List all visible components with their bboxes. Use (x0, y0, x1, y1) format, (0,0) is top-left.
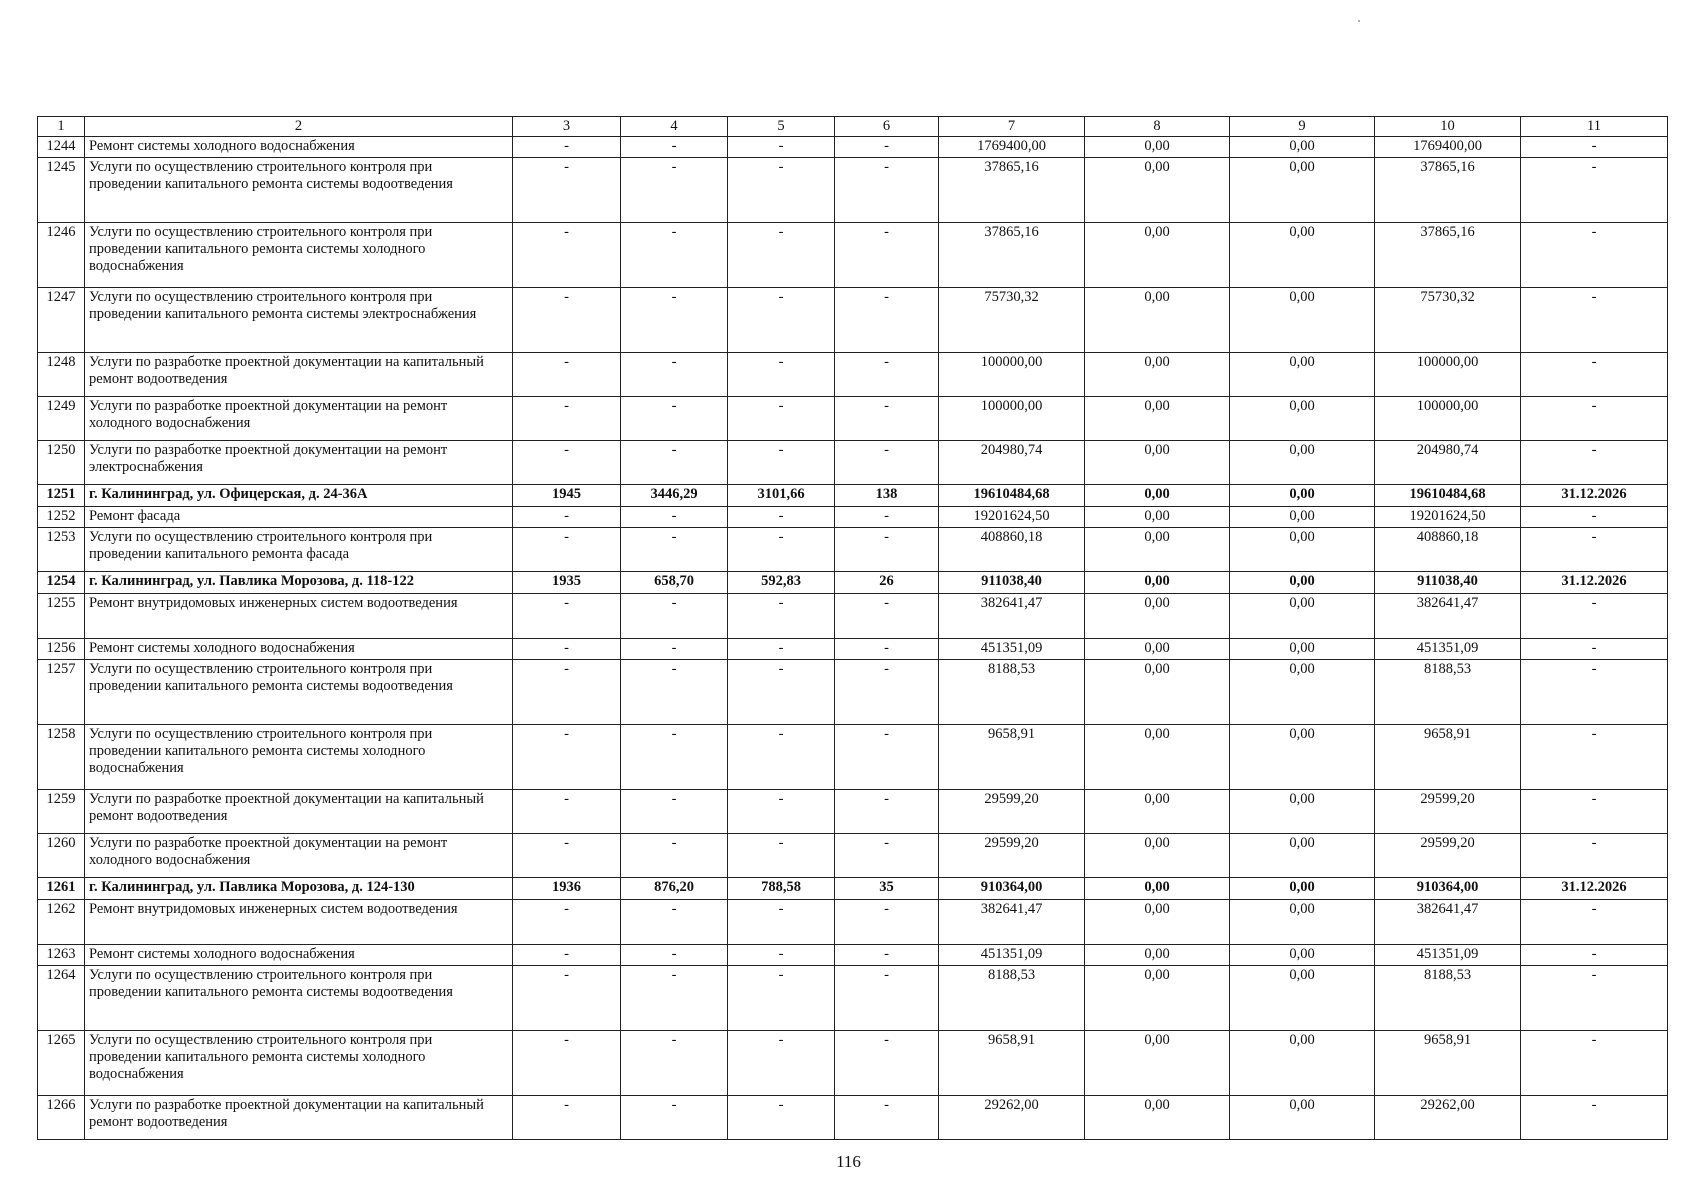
col8-cell: 0,00 (1085, 966, 1230, 1031)
col10-cell: 8188,53 (1375, 660, 1521, 725)
col10-cell: 382641,47 (1375, 594, 1521, 639)
col5-cell: - (728, 966, 835, 1031)
table-row (38, 353, 1668, 397)
description-cell: г. Калининград, ул. Павлика Морозова, д. 118-122 (85, 572, 513, 594)
col11-cell: - (1521, 1031, 1668, 1096)
col8-cell: 0,00 (1085, 158, 1230, 223)
table-row (38, 725, 1668, 790)
col11-cell: - (1521, 725, 1668, 790)
col11-cell: - (1521, 834, 1668, 878)
col9-cell: 0,00 (1230, 528, 1375, 572)
col11-cell: 31.12.2026 (1521, 878, 1668, 900)
table-row (38, 945, 1668, 966)
col9-cell: 0,00 (1230, 966, 1375, 1031)
col4-cell: - (621, 353, 728, 397)
col9-cell: 0,00 (1230, 137, 1375, 158)
col5-cell: - (728, 900, 835, 945)
description-cell: Ремонт системы холодного водоснабжения (85, 639, 513, 660)
col10-cell: 8188,53 (1375, 966, 1521, 1031)
col7-cell: 29599,20 (939, 834, 1085, 878)
col9-cell: 0,00 (1230, 572, 1375, 594)
col7-cell: 451351,09 (939, 639, 1085, 660)
col5-cell: - (728, 639, 835, 660)
col7-cell: 8188,53 (939, 966, 1085, 1031)
description-cell: Ремонт фасада (85, 507, 513, 528)
col4-cell: 658,70 (621, 572, 728, 594)
col11-cell: - (1521, 594, 1668, 639)
col7-cell: 8188,53 (939, 660, 1085, 725)
col11-cell: - (1521, 1096, 1668, 1140)
description-cell: Услуги по осуществлению строительного контроля при проведении капитального ремонта фасада (85, 528, 513, 572)
col6-cell: - (835, 834, 939, 878)
col3-cell: - (513, 158, 621, 223)
col4-cell: - (621, 397, 728, 441)
address-row (38, 572, 1668, 594)
col10-cell: 451351,09 (1375, 639, 1521, 660)
col5-cell: - (728, 660, 835, 725)
description-cell: Услуги по осуществлению строительного контроля при проведении капитального ремонта системы холодного водоснабжения (85, 725, 513, 790)
col10-cell: 451351,09 (1375, 945, 1521, 966)
col8-cell: 0,00 (1085, 572, 1230, 594)
col4-cell: - (621, 790, 728, 834)
table-row (38, 1031, 1668, 1096)
row-number-cell: 1255 (38, 594, 85, 639)
row-number-cell: 1266 (38, 1096, 85, 1140)
col5-cell: - (728, 137, 835, 158)
scan-speck (1358, 20, 1360, 22)
col10-cell: 9658,91 (1375, 1031, 1521, 1096)
col9-cell: 0,00 (1230, 223, 1375, 288)
col8-cell: 0,00 (1085, 790, 1230, 834)
col8-cell: 0,00 (1085, 137, 1230, 158)
col5-cell: - (728, 945, 835, 966)
col4-cell: - (621, 900, 728, 945)
col6-cell: 35 (835, 878, 939, 900)
col10-cell: 9658,91 (1375, 725, 1521, 790)
col7-cell: 9658,91 (939, 1031, 1085, 1096)
col5-cell: - (728, 288, 835, 353)
col9-cell: 0,00 (1230, 834, 1375, 878)
col11-cell: - (1521, 507, 1668, 528)
row-number-cell: 1264 (38, 966, 85, 1031)
col11-cell: - (1521, 441, 1668, 485)
description-cell: Услуги по разработке проектной документации на ремонт холодного водоснабжения (85, 397, 513, 441)
col4-cell: - (621, 441, 728, 485)
col10-cell: 204980,74 (1375, 441, 1521, 485)
col5-cell: - (728, 1031, 835, 1096)
col4-cell: - (621, 834, 728, 878)
col7-cell: 100000,00 (939, 397, 1085, 441)
col3-cell: - (513, 1031, 621, 1096)
col11-cell: - (1521, 397, 1668, 441)
table-row (38, 441, 1668, 485)
col11-cell: - (1521, 137, 1668, 158)
col9-cell: 0,00 (1230, 660, 1375, 725)
col5-cell: - (728, 158, 835, 223)
col10-cell: 910364,00 (1375, 878, 1521, 900)
col5-cell: 592,83 (728, 572, 835, 594)
col6-cell: - (835, 288, 939, 353)
col3-cell: - (513, 1096, 621, 1140)
col6-cell: - (835, 900, 939, 945)
col6-cell: - (835, 790, 939, 834)
col3-cell: - (513, 790, 621, 834)
col3-cell: - (513, 288, 621, 353)
col7-cell: 19201624,50 (939, 507, 1085, 528)
table-row (38, 660, 1668, 725)
row-number-cell: 1246 (38, 223, 85, 288)
col11-cell: - (1521, 528, 1668, 572)
table-row (38, 288, 1668, 353)
col7-cell: 451351,09 (939, 945, 1085, 966)
table-row (38, 639, 1668, 660)
col8-cell: 0,00 (1085, 834, 1230, 878)
col7-cell: 382641,47 (939, 594, 1085, 639)
col11-cell: - (1521, 660, 1668, 725)
col4-cell: - (621, 1031, 728, 1096)
column-header: 9 (1230, 117, 1375, 137)
table-row (38, 900, 1668, 945)
col5-cell: - (728, 834, 835, 878)
col8-cell: 0,00 (1085, 507, 1230, 528)
col8-cell: 0,00 (1085, 639, 1230, 660)
col7-cell: 9658,91 (939, 725, 1085, 790)
col10-cell: 29262,00 (1375, 1096, 1521, 1140)
row-number-cell: 1251 (38, 485, 85, 507)
col6-cell: - (835, 507, 939, 528)
col9-cell: 0,00 (1230, 639, 1375, 660)
col6-cell: - (835, 725, 939, 790)
row-number-cell: 1257 (38, 660, 85, 725)
col11-cell: - (1521, 900, 1668, 945)
col7-cell: 19610484,68 (939, 485, 1085, 507)
col5-cell: - (728, 223, 835, 288)
col4-cell: - (621, 288, 728, 353)
col7-cell: 911038,40 (939, 572, 1085, 594)
col11-cell: 31.12.2026 (1521, 572, 1668, 594)
col4-cell: - (621, 528, 728, 572)
col8-cell: 0,00 (1085, 1096, 1230, 1140)
col9-cell: 0,00 (1230, 725, 1375, 790)
col4-cell: - (621, 594, 728, 639)
table-row (38, 966, 1668, 1031)
col9-cell: 0,00 (1230, 790, 1375, 834)
col8-cell: 0,00 (1085, 485, 1230, 507)
col4-cell: - (621, 507, 728, 528)
col4-cell: - (621, 945, 728, 966)
col8-cell: 0,00 (1085, 878, 1230, 900)
col11-cell: - (1521, 966, 1668, 1031)
description-cell: Ремонт системы холодного водоснабжения (85, 137, 513, 158)
col10-cell: 100000,00 (1375, 397, 1521, 441)
col5-cell: - (728, 397, 835, 441)
col9-cell: 0,00 (1230, 353, 1375, 397)
col8-cell: 0,00 (1085, 1031, 1230, 1096)
col9-cell: 0,00 (1230, 441, 1375, 485)
col8-cell: 0,00 (1085, 725, 1230, 790)
row-number-cell: 1258 (38, 725, 85, 790)
col7-cell: 29599,20 (939, 790, 1085, 834)
col6-cell: - (835, 158, 939, 223)
col11-cell: - (1521, 353, 1668, 397)
col3-cell: - (513, 900, 621, 945)
col10-cell: 19610484,68 (1375, 485, 1521, 507)
col6-cell: - (835, 1096, 939, 1140)
page-number: 116 (836, 1152, 861, 1171)
col6-cell: - (835, 945, 939, 966)
col11-cell: - (1521, 790, 1668, 834)
col9-cell: 0,00 (1230, 507, 1375, 528)
row-number-cell: 1262 (38, 900, 85, 945)
col4-cell: - (621, 1096, 728, 1140)
col9-cell: 0,00 (1230, 158, 1375, 223)
col9-cell: 0,00 (1230, 945, 1375, 966)
col7-cell: 408860,18 (939, 528, 1085, 572)
col9-cell: 0,00 (1230, 485, 1375, 507)
row-number-cell: 1247 (38, 288, 85, 353)
col7-cell: 910364,00 (939, 878, 1085, 900)
description-cell: Услуги по осуществлению строительного контроля при проведении капитального ремонта системы водоотведения (85, 158, 513, 223)
col8-cell: 0,00 (1085, 223, 1230, 288)
col3-cell: - (513, 507, 621, 528)
col6-cell: - (835, 137, 939, 158)
col6-cell: - (835, 397, 939, 441)
col6-cell: - (835, 353, 939, 397)
col9-cell: 0,00 (1230, 397, 1375, 441)
description-cell: Услуги по осуществлению строительного контроля при проведении капитального ремонта системы водоотведения (85, 966, 513, 1031)
col3-cell: - (513, 441, 621, 485)
row-number-cell: 1265 (38, 1031, 85, 1096)
description-cell: Услуги по разработке проектной документации на капитальный ремонт водоотведения (85, 353, 513, 397)
col9-cell: 0,00 (1230, 900, 1375, 945)
col7-cell: 382641,47 (939, 900, 1085, 945)
col3-cell: 1945 (513, 485, 621, 507)
col3-cell: 1935 (513, 572, 621, 594)
col5-cell: - (728, 790, 835, 834)
description-cell: Ремонт внутридомовых инженерных систем водоотведения (85, 900, 513, 945)
col9-cell: 0,00 (1230, 1096, 1375, 1140)
col11-cell: - (1521, 639, 1668, 660)
row-number-cell: 1260 (38, 834, 85, 878)
description-cell: г. Калининград, ул. Павлика Морозова, д. 124-130 (85, 878, 513, 900)
col3-cell: 1936 (513, 878, 621, 900)
description-cell: Услуги по разработке проектной документации на капитальный ремонт водоотведения (85, 790, 513, 834)
col5-cell: - (728, 441, 835, 485)
col7-cell: 37865,16 (939, 158, 1085, 223)
col7-cell: 29262,00 (939, 1096, 1085, 1140)
column-header: 5 (728, 117, 835, 137)
col3-cell: - (513, 834, 621, 878)
description-cell: Услуги по разработке проектной документации на ремонт электроснабжения (85, 441, 513, 485)
column-header: 8 (1085, 117, 1230, 137)
row-number-cell: 1253 (38, 528, 85, 572)
col6-cell: - (835, 1031, 939, 1096)
col4-cell: - (621, 137, 728, 158)
col11-cell: - (1521, 158, 1668, 223)
row-number-cell: 1245 (38, 158, 85, 223)
description-cell: Услуги по осуществлению строительного контроля при проведении капитального ремонта системы электроснабжения (85, 288, 513, 353)
row-number-cell: 1249 (38, 397, 85, 441)
col10-cell: 1769400,00 (1375, 137, 1521, 158)
col4-cell: - (621, 660, 728, 725)
row-number-cell: 1250 (38, 441, 85, 485)
col6-cell: - (835, 594, 939, 639)
col3-cell: - (513, 223, 621, 288)
table-row (38, 834, 1668, 878)
col5-cell: - (728, 528, 835, 572)
description-cell: Ремонт внутридомовых инженерных систем водоотведения (85, 594, 513, 639)
row-number-cell: 1254 (38, 572, 85, 594)
row-number-cell: 1256 (38, 639, 85, 660)
description-cell: Услуги по разработке проектной документации на ремонт холодного водоснабжения (85, 834, 513, 878)
col3-cell: - (513, 397, 621, 441)
repair-register-table (37, 116, 1668, 1140)
col9-cell: 0,00 (1230, 1031, 1375, 1096)
col6-cell: - (835, 441, 939, 485)
row-number-cell: 1259 (38, 790, 85, 834)
col8-cell: 0,00 (1085, 660, 1230, 725)
col4-cell: - (621, 639, 728, 660)
description-cell: Услуги по осуществлению строительного контроля при проведении капитального ремонта системы холодного водоснабжения (85, 223, 513, 288)
col11-cell: - (1521, 945, 1668, 966)
description-cell: Услуги по осуществлению строительного контроля при проведении капитального ремонта системы водоотведения (85, 660, 513, 725)
col5-cell: - (728, 725, 835, 790)
col5-cell: 3101,66 (728, 485, 835, 507)
description-cell: Услуги по осуществлению строительного контроля при проведении капитального ремонта системы холодного водоснабжения (85, 1031, 513, 1096)
col5-cell: - (728, 594, 835, 639)
col11-cell: 31.12.2026 (1521, 485, 1668, 507)
col6-cell: - (835, 660, 939, 725)
col7-cell: 204980,74 (939, 441, 1085, 485)
col9-cell: 0,00 (1230, 594, 1375, 639)
col10-cell: 382641,47 (1375, 900, 1521, 945)
col3-cell: - (513, 528, 621, 572)
col10-cell: 75730,32 (1375, 288, 1521, 353)
col6-cell: - (835, 223, 939, 288)
col4-cell: - (621, 158, 728, 223)
col3-cell: - (513, 966, 621, 1031)
table-row (38, 507, 1668, 528)
col10-cell: 408860,18 (1375, 528, 1521, 572)
col3-cell: - (513, 639, 621, 660)
col8-cell: 0,00 (1085, 945, 1230, 966)
col7-cell: 100000,00 (939, 353, 1085, 397)
col10-cell: 911038,40 (1375, 572, 1521, 594)
column-header: 3 (513, 117, 621, 137)
table-row (38, 397, 1668, 441)
col3-cell: - (513, 660, 621, 725)
column-header: 7 (939, 117, 1085, 137)
table-body (38, 117, 1668, 1140)
col8-cell: 0,00 (1085, 900, 1230, 945)
col4-cell: 876,20 (621, 878, 728, 900)
address-row (38, 878, 1668, 900)
row-number-cell: 1252 (38, 507, 85, 528)
col10-cell: 100000,00 (1375, 353, 1521, 397)
col9-cell: 0,00 (1230, 878, 1375, 900)
col7-cell: 37865,16 (939, 223, 1085, 288)
col10-cell: 37865,16 (1375, 223, 1521, 288)
col10-cell: 37865,16 (1375, 158, 1521, 223)
col3-cell: - (513, 137, 621, 158)
col11-cell: - (1521, 223, 1668, 288)
col8-cell: 0,00 (1085, 528, 1230, 572)
column-header: 6 (835, 117, 939, 137)
col6-cell: - (835, 639, 939, 660)
table-row (38, 137, 1668, 158)
col5-cell: - (728, 507, 835, 528)
col10-cell: 29599,20 (1375, 790, 1521, 834)
col8-cell: 0,00 (1085, 397, 1230, 441)
table-row (38, 223, 1668, 288)
table-row (38, 594, 1668, 639)
col4-cell: - (621, 966, 728, 1031)
col3-cell: - (513, 945, 621, 966)
table-row (38, 1096, 1668, 1140)
column-header: 10 (1375, 117, 1521, 137)
col3-cell: - (513, 594, 621, 639)
col8-cell: 0,00 (1085, 594, 1230, 639)
col6-cell: 26 (835, 572, 939, 594)
col5-cell: - (728, 353, 835, 397)
col4-cell: - (621, 725, 728, 790)
col5-cell: - (728, 1096, 835, 1140)
col4-cell: - (621, 223, 728, 288)
col3-cell: - (513, 353, 621, 397)
address-row (38, 485, 1668, 507)
col7-cell: 75730,32 (939, 288, 1085, 353)
col11-cell: - (1521, 288, 1668, 353)
description-cell: г. Калининград, ул. Офицерская, д. 24-36А (85, 485, 513, 507)
col10-cell: 29599,20 (1375, 834, 1521, 878)
table-row (38, 158, 1668, 223)
column-number-row (38, 117, 1668, 137)
column-header: 2 (85, 117, 513, 137)
col6-cell: - (835, 528, 939, 572)
col7-cell: 1769400,00 (939, 137, 1085, 158)
col8-cell: 0,00 (1085, 288, 1230, 353)
column-header: 11 (1521, 117, 1668, 137)
description-cell: Ремонт системы холодного водоснабжения (85, 945, 513, 966)
row-number-cell: 1263 (38, 945, 85, 966)
table-row (38, 790, 1668, 834)
col6-cell: - (835, 966, 939, 1031)
row-number-cell: 1244 (38, 137, 85, 158)
row-number-cell: 1248 (38, 353, 85, 397)
col6-cell: 138 (835, 485, 939, 507)
column-header: 4 (621, 117, 728, 137)
table-row (38, 528, 1668, 572)
col5-cell: 788,58 (728, 878, 835, 900)
col3-cell: - (513, 725, 621, 790)
col9-cell: 0,00 (1230, 288, 1375, 353)
col4-cell: 3446,29 (621, 485, 728, 507)
description-cell: Услуги по разработке проектной документации на капитальный ремонт водоотведения (85, 1096, 513, 1140)
row-number-cell: 1261 (38, 878, 85, 900)
col8-cell: 0,00 (1085, 353, 1230, 397)
col8-cell: 0,00 (1085, 441, 1230, 485)
column-header: 1 (38, 117, 85, 137)
col10-cell: 19201624,50 (1375, 507, 1521, 528)
